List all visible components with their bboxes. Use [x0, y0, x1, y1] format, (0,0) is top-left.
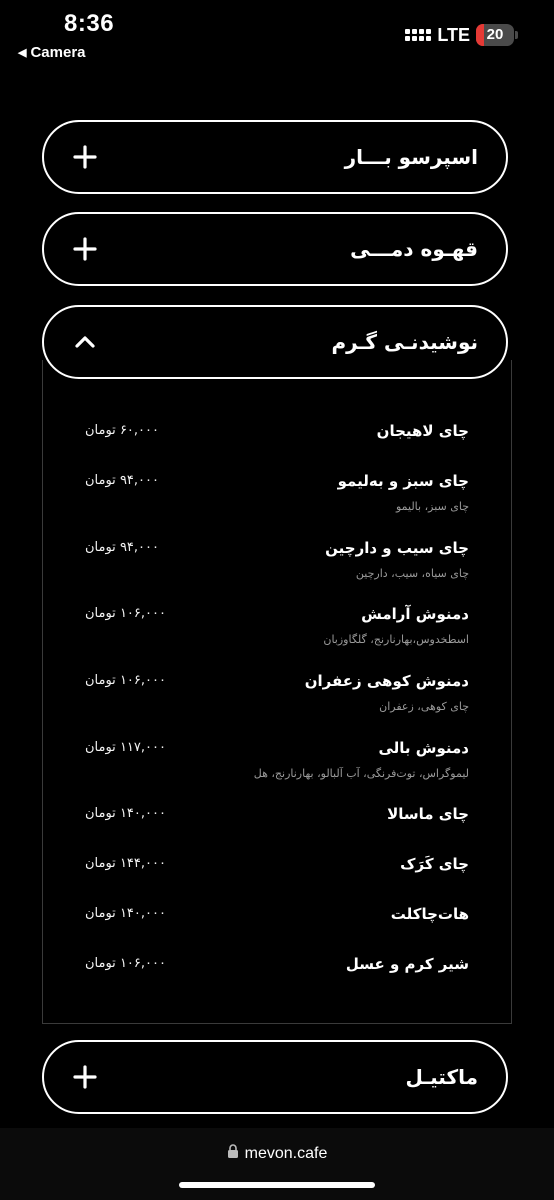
item-description: چای سیاه، سیب، دارچین	[355, 567, 469, 580]
section-espresso-bar[interactable]	[42, 120, 508, 194]
hot-drinks-panel	[42, 360, 512, 1024]
item-name: دمنوش آرامش	[361, 605, 469, 623]
back-arrow-icon: ◀	[18, 47, 27, 59]
back-label: Camera	[30, 44, 86, 61]
item-name: شیر کرم و عسل	[345, 955, 469, 973]
item-name: دمنوش بالی	[378, 739, 469, 757]
home-indicator[interactable]	[179, 1182, 375, 1188]
item-description: چای سبز، بالیمو	[395, 500, 469, 513]
item-name: دمنوش کوهی زعفران	[304, 672, 469, 690]
section-title: نوشیدنـی گـرم	[331, 330, 478, 354]
item-price: ۹۴,۰۰۰ تومان	[85, 540, 159, 555]
plus-icon	[72, 236, 98, 262]
back-to-camera-link[interactable]	[18, 44, 86, 61]
item-price: ۱۴۴,۰۰۰ تومان	[85, 856, 166, 871]
item-description: اسطخدوس،بهارنارنج، گلگاوزبان	[323, 633, 469, 646]
item-name: هات‌چاکلت	[390, 905, 469, 923]
section-brewed-coffee[interactable]	[42, 212, 508, 286]
item-price: ۹۴,۰۰۰ تومان	[85, 473, 159, 488]
status-indicators	[405, 24, 518, 46]
network-type: LTE	[437, 24, 470, 45]
plus-icon	[72, 1064, 98, 1090]
item-name: چای لاهیجان	[376, 422, 469, 440]
battery-level: 20	[486, 26, 504, 43]
browser-bottom-bar	[0, 1128, 554, 1200]
signal-icon	[405, 29, 431, 41]
section-title: ماکتیـل	[405, 1065, 478, 1089]
item-price: ۱۴۰,۰۰۰ تومان	[85, 806, 166, 821]
section-title: قهـوه دمـــی	[350, 237, 478, 261]
item-price: ۱۰۶,۰۰۰ تومان	[85, 956, 166, 971]
item-price: ۱۱۷,۰۰۰ تومان	[85, 740, 166, 755]
item-price: ۶۰,۰۰۰ تومان	[85, 423, 159, 438]
chevron-up-icon	[72, 329, 98, 355]
item-description: لیموگراس، توت‌فرنگی، آب آلبالو، بهارنارنج، هل	[253, 767, 469, 780]
section-title: اسپرسو بـــار	[344, 145, 478, 169]
item-name: چای سبز و به‌لیمو	[337, 472, 469, 490]
status-time: 8:36	[64, 10, 115, 37]
item-price: ۱۰۶,۰۰۰ تومان	[85, 606, 166, 621]
plus-icon	[72, 144, 98, 170]
item-price: ۱۰۶,۰۰۰ تومان	[85, 673, 166, 688]
item-price: ۱۴۰,۰۰۰ تومان	[85, 906, 166, 921]
section-hot-drinks[interactable]	[42, 305, 508, 379]
item-description: چای کوهی، زعفران	[379, 700, 469, 713]
item-name: چای ماسالا	[387, 805, 469, 823]
item-name: چای کَرَک	[400, 855, 469, 873]
url-text: mevon.cafe	[244, 1144, 328, 1162]
item-name: چای سیب و دارچین	[325, 539, 469, 557]
section-mocktail[interactable]	[42, 1040, 508, 1114]
lock-icon	[227, 1144, 239, 1163]
battery-icon	[476, 24, 518, 46]
address-bar[interactable]	[0, 1144, 554, 1163]
